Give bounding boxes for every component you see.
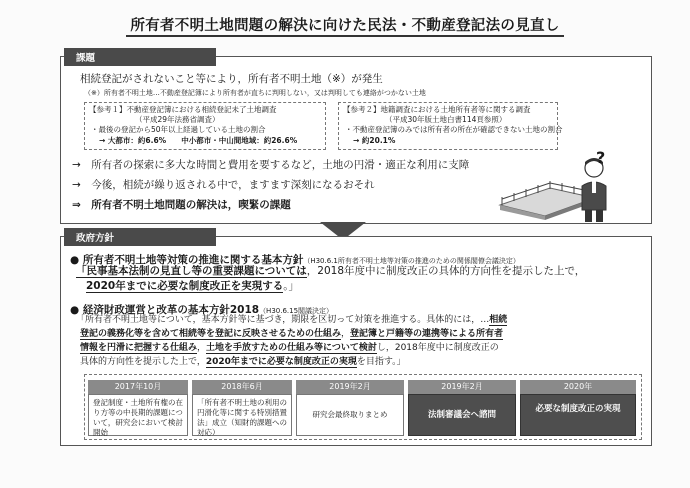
- policy-tab: 政府方針: [64, 228, 216, 246]
- policy-1-quote-line2: 2020年までに必要な制度改正を実現する。」: [86, 280, 299, 292]
- timeline-text: 研究会最終取りまとめ: [296, 394, 404, 436]
- timeline-step-2: [192, 380, 292, 436]
- ref1-sub: （平成29年法務省調査）: [135, 115, 220, 124]
- page-title: 所有者不明土地問題の解決に向けた民法・不動産登記法の見直し: [0, 14, 690, 35]
- timeline-date: 2019年2月: [296, 380, 404, 394]
- ref2-sub: （平成30年版土地白書114頁参照）: [385, 115, 507, 124]
- ref2-title: 【参考２】地籍調査における土地所有者等に関する調査: [343, 105, 531, 114]
- ref1-detail: → 大都市：約6.6% 中小都市・中山間地域：約26.6%: [99, 136, 298, 145]
- policy-2-title: 経済財政運営と改革の基本方針2018: [82, 304, 260, 316]
- ref1-item: ・最後の登記から50年以上経過している土地の割合: [91, 125, 266, 134]
- policy-2-line1: 「所有者不明土地等について，基本方針等に基づき，期限を区切って対策を推進する。具体的には，…相続: [76, 315, 508, 325]
- ref2-detail: → 約20.1%: [353, 136, 396, 145]
- issue-note: （※）所有者不明土地…不動産登記簿により所有者が直ちに判明しない，又は判明しても連絡がつかない土地: [84, 89, 426, 97]
- question-mark-icon: ?: [596, 148, 606, 167]
- timeline-step-3: [296, 380, 404, 436]
- reference-box-2: [338, 102, 563, 150]
- timeline-step-1: [88, 380, 188, 436]
- issue-line1: 相続登記がされないこと等により，所有者不明土地（※）が発生: [80, 73, 383, 85]
- timeline-text: 「所有者不明土地の利用の円滑化等に関する特別措置法」成立（知財的課題への対応）: [192, 394, 292, 436]
- policy-2-bullet: ●: [70, 304, 83, 316]
- timeline-date: 2019年2月: [408, 380, 516, 394]
- timeline-step-5: [520, 380, 636, 436]
- reference-box-1: [84, 102, 326, 150]
- issue-arrow-1: → 所有者の探索に多大な時間と費用を要するなど，土地の円滑・適正な利用に支障: [72, 159, 470, 171]
- timeline-step-4: [408, 380, 516, 436]
- policy-1-title: 所有者不明土地等対策の推進に関する基本方針: [82, 254, 304, 266]
- policy-2-line3: 情報を円滑に把握する仕組み，土地を手放すための仕組み等について検討し，2018年度中に制度改正の: [80, 343, 499, 353]
- timeline-text: 必要な制度改正の実現: [520, 394, 636, 436]
- timeline-date: 2020年: [520, 380, 636, 394]
- timeline-date: 2018年6月: [192, 380, 292, 394]
- issue-arrow-2: → 今後，相続が繰り返される中で，ますます深刻になるおそれ: [72, 179, 375, 191]
- person-icon: [574, 150, 614, 222]
- policy-2-note: （H30.6.15閣議決定）: [259, 307, 334, 315]
- policy-2-line4: 具体的方向性を提示した上で，2020年までに必要な制度改正の実現を目指す。」: [80, 357, 406, 367]
- timeline-date: 2017年10月: [88, 380, 188, 394]
- issue-tab: 課題: [64, 48, 216, 66]
- policy-1-bullet: ●: [70, 254, 83, 266]
- policy-1-quote-line1: 「民事基本法制の見直し等の重要課題については，2018年度中に制度改正の具体的方向性を提示した上で，: [76, 265, 586, 277]
- policy-2-line2: 登記の義務化等を含めて相続等を登記に反映させるための仕組み，登記簿と戸籍等の連携等による所有者: [80, 329, 504, 339]
- ref1-title: 【参考１】不動産登記簿における相続登記未了土地調査: [89, 105, 277, 114]
- timeline-text: 法制審議会へ諮問: [408, 394, 516, 436]
- issue-arrow-3: ⇒ 所有者不明土地問題の解決は，喫緊の課題: [72, 199, 291, 211]
- ref2-item: ・不動産登記簿のみでは所有者の所在が確認できない土地の割合: [345, 125, 563, 134]
- policy-1-note: （H30.6.1所有者不明土地等対策の推進のための関係閣僚会議決定）: [303, 257, 520, 265]
- timeline-text: 登記制度・土地所有権の在り方等の中長期的課題について，研究会において検討開始: [88, 394, 188, 436]
